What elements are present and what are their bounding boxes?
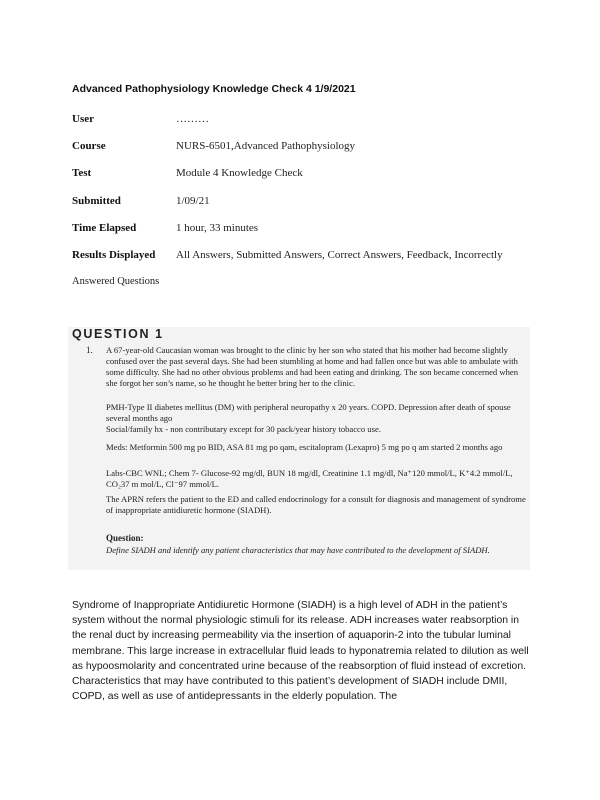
meta-user-value: ………	[176, 113, 209, 125]
meta-results-value: All Answers, Submitted Answers, Correct Answers, Feedback, Incorrectly	[176, 249, 503, 261]
question-labs: Labs-CBC WNL; Chem 7- Glucose-92 mg/dl, BUN 18 mg/dl, Creatinine 1.1 mg/dl, Na⁺120 mmol/L, K⁺4.2 mmol/L, CO₂37 m mol/L, Cl⁻97 mmol/L.	[106, 468, 513, 489]
meta-course-label: Course	[72, 140, 106, 152]
meta-course-value: NURS-6501,Advanced Pathophysiology	[176, 140, 356, 152]
document-title: Advanced Pathophysiology Knowledge Check 4 1/9/2021	[72, 83, 356, 95]
meta-submitted-value: 1/09/21	[176, 195, 210, 207]
question-scenario: A 67-year-old Caucasian woman was brought to the clinic by her son who stated that his mother had become slightly confused over the past several days. She had been stumbling at home and had fallen once but was able to ambulate with some difficulty. She had no other obvious problems and had been eating and drinking. The son became concerned when she forgot her son’s name, so he thought he better bring her to the clinic.	[106, 345, 518, 388]
meta-submitted-label: Submitted	[72, 195, 121, 207]
meta-elapsed-label: Time Elapsed	[72, 222, 137, 234]
answer-text: Syndrome of Inappropriate Antidiuretic Hormone (SIADH) is a high level of ADH in the patient’s system without the normal physiologic stimuli for its release. ADH increases water reabsorption in the renal duct by increasing permeability via the insertion of aquaporin-2 into the tubular luminal membrane. This large increase in extracellular fluid leads to hyponatremia related to dilution as well as hypoosmolarity and concentrated urine because of the reabsorption of fluid instead of excretion. Characteristics that may have contributed to this patient’s development of SIADH include DMII, COPD, as well as use of antidepressants in the elderly population. The	[72, 600, 529, 703]
question-pmh: PMH-Type II diabetes mellitus (DM) with peripheral neuropathy x 20 years. COPD. Depression after death of spouse several months ago	[106, 402, 511, 423]
question-referral: The APRN refers the patient to the ED and called endocrinology for a consult for diagnosis and management of syndrome of inappropriate antidiuretic hormone (SIADH).	[106, 494, 526, 515]
question-number: 1.	[86, 345, 93, 355]
question-social: Social/family hx - non contributary except for 30 pack/year history tobacco use.	[106, 424, 381, 434]
meta-test-value: Module 4 Knowledge Check	[176, 167, 303, 179]
question-meds: Meds: Metformin 500 mg po BID, ASA 81 mg po qam, escitalopram (Lexapro) 5 mg po q am started 2 months ago	[106, 442, 503, 452]
meta-elapsed-value: 1 hour, 33 minutes	[176, 222, 259, 234]
question-heading: QUESTION 1	[72, 327, 164, 341]
question-prompt-label: Question:	[106, 533, 144, 543]
meta-results-continued: Answered Questions	[72, 276, 160, 287]
meta-test-label: Test	[72, 167, 92, 179]
question-prompt: Define SIADH and identify any patient characteristics that may have contributed to the development of SIADH.	[106, 545, 490, 555]
meta-results-label: Results Displayed	[72, 249, 156, 261]
meta-user-label: User	[72, 113, 94, 125]
